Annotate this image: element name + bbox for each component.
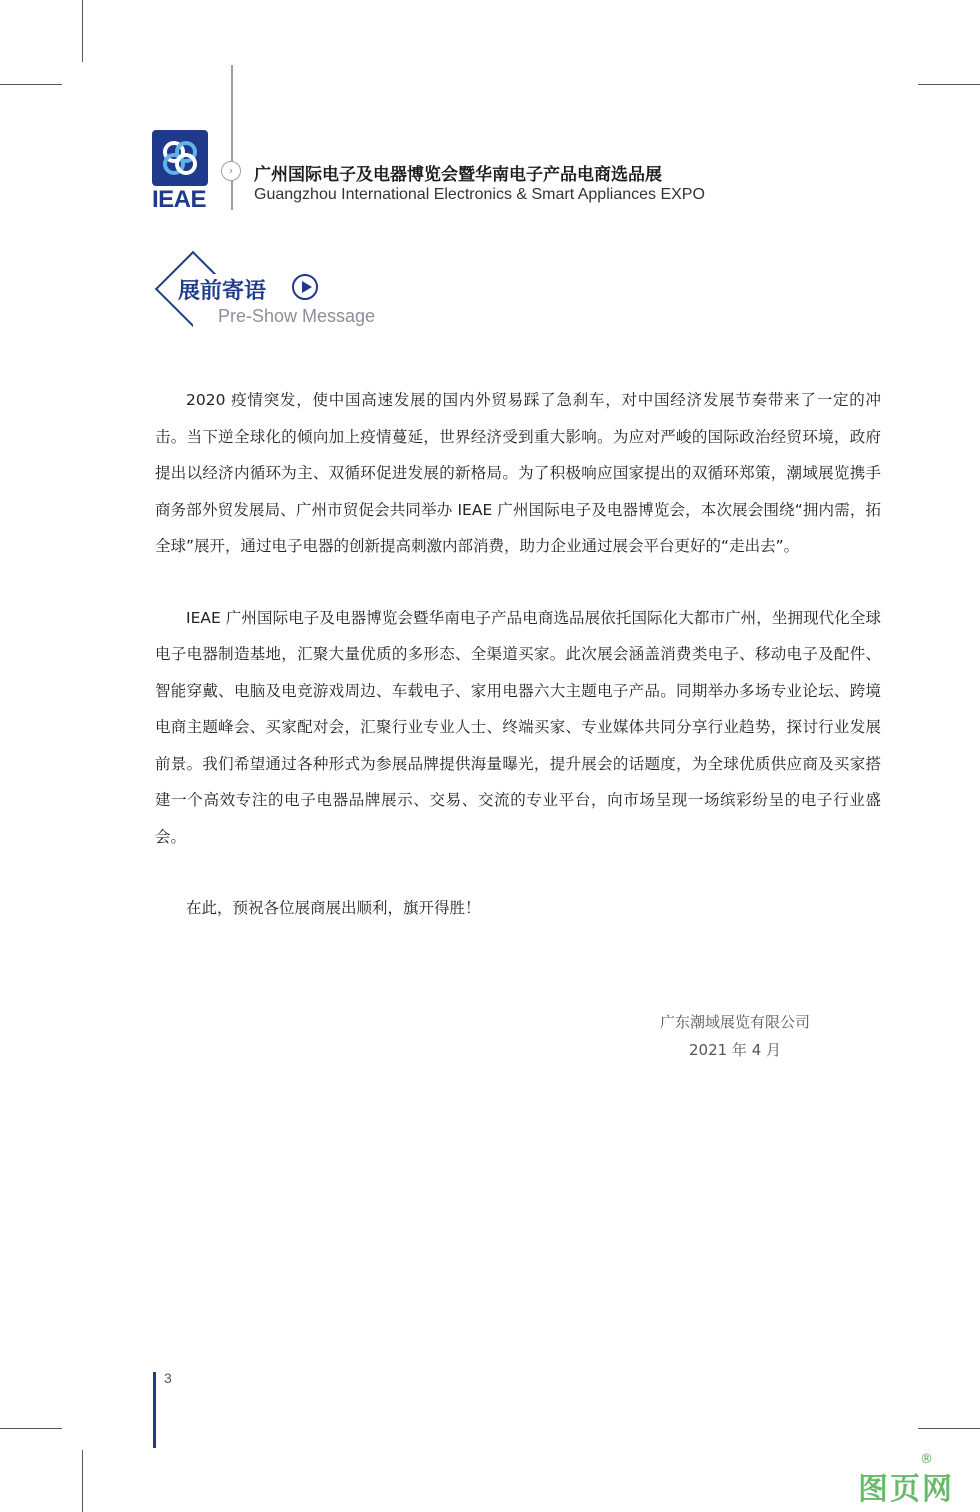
paragraph: 2020 疫情突发，使中国高速发展的国内外贸易踩了急刹车，对中国经济发展节奏带来了一定的冲击。当下逆全球化的倾向加上疫情蔓延，世界经济受到重大影响。为应对严峻的国际政治经贸环境，政府提出以经济内循环为主、双循环促进发展的新格局。为了积极响应国家提出的双循环郑策，潮域展览携手商务部外贸发展局、广州市贸促会共同举办 IEAE 广州国际电子及电器博览会，本次展会围绕“拥内需，拓全球”展开，通过电子电器的创新提高刺激内部消费，助力企业通过展会平台更好的“走出去”。 <box>155 391 881 555</box>
message-body <box>155 382 881 962</box>
watermark: 图页网 <box>858 1472 954 1507</box>
section-title: 展前寄语 <box>178 274 272 305</box>
signature-date: 2021 年 4 月 <box>688 1041 782 1059</box>
crop-mark <box>0 84 62 85</box>
page-number: 3 <box>164 1370 172 1386</box>
logo-text: IEAE <box>152 186 207 213</box>
page-number-bar <box>153 1372 156 1448</box>
logo-mark-icon <box>152 130 208 186</box>
crop-mark <box>918 84 980 85</box>
signature-company: 广东潮域展览有限公司 <box>659 1013 810 1031</box>
crop-mark <box>918 1428 980 1429</box>
play-icon <box>292 274 318 300</box>
paragraph: IEAE 广州国际电子及电器博览会暨华南电子产品电商选品展依托国际化大都市广州，坐拥现代化全球电子电器制造基地，汇聚大量优质的多形态、全渠道买家。此次展会涵盖消费类电子、移动电子及配件、智能穿戴、电脑及电竞游戏周边、车载电子、家用电器六大主题电子产品。同期举办多场专业论坛、跨境电商主题峰会、买家配对会，汇聚行业专业人士、终端买家、专业媒体共同分享行业趋势，探讨行业发展前景。我们希望通过各种形式为参展品牌提供海量曝光，提升展会的话题度，为全球优质供应商及买家搭建一个高效专注的电子电器品牌展示、交易、交流的专业平台，向市场呈现一场缤彩纷呈的电子行业盛会。 <box>155 608 881 846</box>
crop-mark <box>82 1450 83 1512</box>
expo-title-en: Guangzhou International Electronics & Smart Appliances EXPO <box>254 186 705 203</box>
watermark-registered-mark: ® <box>920 1452 933 1467</box>
header-divider <box>231 65 233 210</box>
signature-block <box>620 1008 850 1064</box>
crop-mark <box>82 0 83 62</box>
header-chevron-icon: › <box>221 161 241 181</box>
expo-title-cn: 广州国际电子及电器博览会暨华南电子产品电商选品展 <box>254 165 662 185</box>
paragraph: 在此，预祝各位展商展出顺利，旗开得胜！ <box>186 899 481 917</box>
ieae-logo <box>152 130 212 212</box>
section-subtitle: Pre-Show Message <box>218 306 376 326</box>
crop-mark <box>0 1428 62 1429</box>
